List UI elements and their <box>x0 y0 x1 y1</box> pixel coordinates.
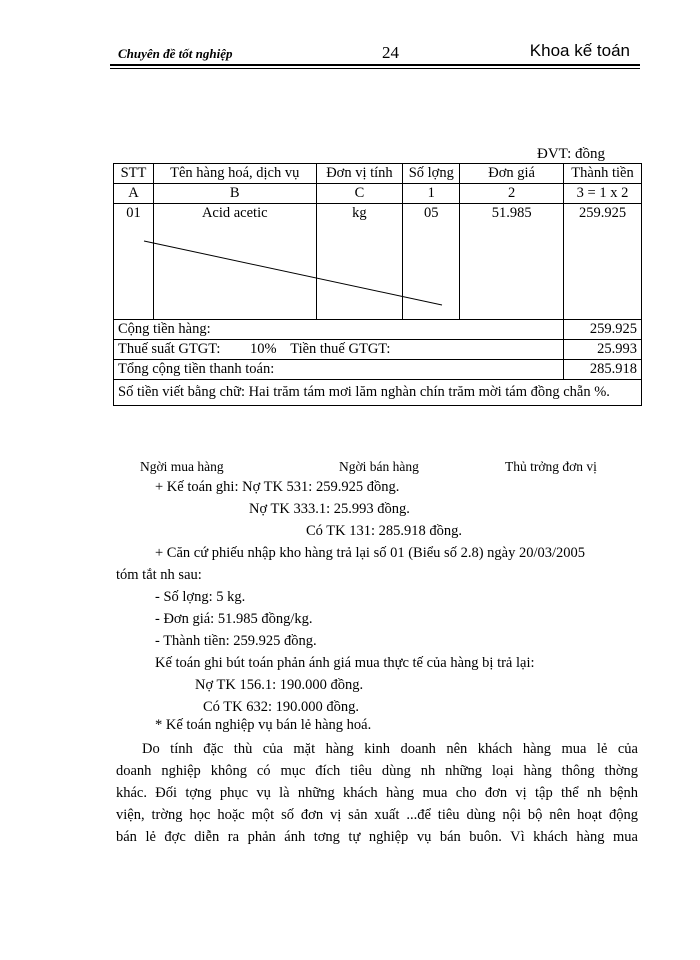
header-department: Khoa kế toán <box>529 41 630 60</box>
entry-line: - Số lợng: 5 kg. <box>155 589 246 605</box>
code-cell: C <box>316 184 403 204</box>
row-cell: kg <box>316 204 403 320</box>
signature-seller: Ngời bán hàng <box>339 459 419 474</box>
vat-cell <box>114 340 564 360</box>
row-cell: 51.985 <box>460 204 564 320</box>
entry-line: * Kế toán nghiệp vụ bán lẻ hàng hoá. <box>155 717 372 733</box>
entry-line: + Kế toán ghi: Nợ TK 531: 259.925 đồng. <box>155 479 400 495</box>
paragraph-line: doanh nghiệp không có mục đích tiêu dùng nh những loại hàng thông thờng <box>116 763 638 779</box>
code-cell: 2 <box>460 184 564 204</box>
header-cell: STT <box>114 164 154 184</box>
code-cell: 3 = 1 x 2 <box>564 184 642 204</box>
row-cell: 259.925 <box>564 204 642 320</box>
table-code-row <box>114 184 642 204</box>
code-cell: 1 <box>403 184 460 204</box>
paragraph-line: viện, trờng học hoặc một số đơn vị sản xuất ...để tiêu dùng nội bộ nên hoạt động <box>116 807 638 823</box>
vat-value: 25.993 <box>564 340 642 360</box>
entry-line: + Căn cứ phiếu nhập kho hàng trả lại số 01 (Biểu số 2.8) ngày 20/03/2005 <box>155 545 586 561</box>
paragraph-line: bán lẻ đợc diễn ra phản ánh tơng tự nghiệp vụ bán buôn. Vì khách hàng mua <box>116 829 638 845</box>
entry-line: Nợ TK 156.1: 190.000 đồng. <box>195 677 364 693</box>
code-cell: A <box>114 184 154 204</box>
header-cell: Tên hàng hoá, dịch vụ <box>153 164 316 184</box>
vat-rate: 10% <box>250 341 277 357</box>
header-cell: Thành tiền <box>564 164 642 184</box>
vat-row <box>114 340 642 360</box>
page-header <box>110 40 640 66</box>
entry-line: Kế toán ghi bút toán phản ánh giá mua thực tế của hàng bị trả lại: <box>155 655 535 671</box>
vat-label: Thuế suất GTGT: <box>118 341 221 357</box>
header-cell: Đơn vị tính <box>316 164 403 184</box>
total-row <box>114 360 642 380</box>
paragraph-line: khác. Đối tợng phục vụ là những khách hàng mua cho đơn vị tập thể nh bệnh <box>116 785 638 801</box>
total-value: 285.918 <box>564 360 642 380</box>
table-header-row <box>114 164 642 184</box>
amount-in-words: Số tiền viết bằng chữ: Hai trăm tám mơi lăm nghàn chín trăm mời tám đồng chẵn %. <box>114 380 642 406</box>
vat-amount-label: Tiền thuế GTGT: <box>290 341 391 357</box>
header-title: Chuyên đề tốt nghiệp <box>118 46 233 61</box>
header-cell: Đơn giá <box>460 164 564 184</box>
entry-line: Nợ TK 333.1: 25.993 đồng. <box>249 501 410 517</box>
subtotal-label: Cộng tiền hàng: <box>114 320 564 340</box>
entry-line: - Thành tiền: 259.925 đồng. <box>155 633 317 649</box>
subtotal-value: 259.925 <box>564 320 642 340</box>
signature-buyer: Ngời mua hàng <box>140 459 224 474</box>
diagonal-line <box>144 241 442 305</box>
paragraph-line: Do tính đặc thù của mặt hàng kinh doanh nên khách hàng mua lẻ của <box>142 741 638 757</box>
body-paragraph <box>116 738 638 848</box>
code-cell: B <box>153 184 316 204</box>
header-cell: Số lợng <box>403 164 460 184</box>
entry-line: Có TK 131: 285.918 đồng. <box>306 523 463 539</box>
entry-line: tóm tắt nh sau: <box>116 567 202 583</box>
row-cell: 05 <box>403 204 460 320</box>
row-cell: Acid acetic <box>153 204 316 320</box>
header-rule-thin <box>110 68 640 69</box>
words-row <box>114 380 642 406</box>
signature-head: Thủ trởng đơn vị <box>505 459 597 474</box>
row-cell: 01 <box>114 204 154 320</box>
entry-line: Có TK 632: 190.000 đồng. <box>203 699 360 715</box>
page-number: 24 <box>382 43 399 62</box>
total-label: Tổng cộng tiền thanh toán: <box>114 360 564 380</box>
header-rule <box>110 64 640 66</box>
strike-line <box>142 239 447 309</box>
subtotal-row <box>114 320 642 340</box>
entry-line: - Đơn giá: 51.985 đồng/kg. <box>155 611 313 627</box>
unit-note: ĐVT: đồng <box>537 146 605 162</box>
